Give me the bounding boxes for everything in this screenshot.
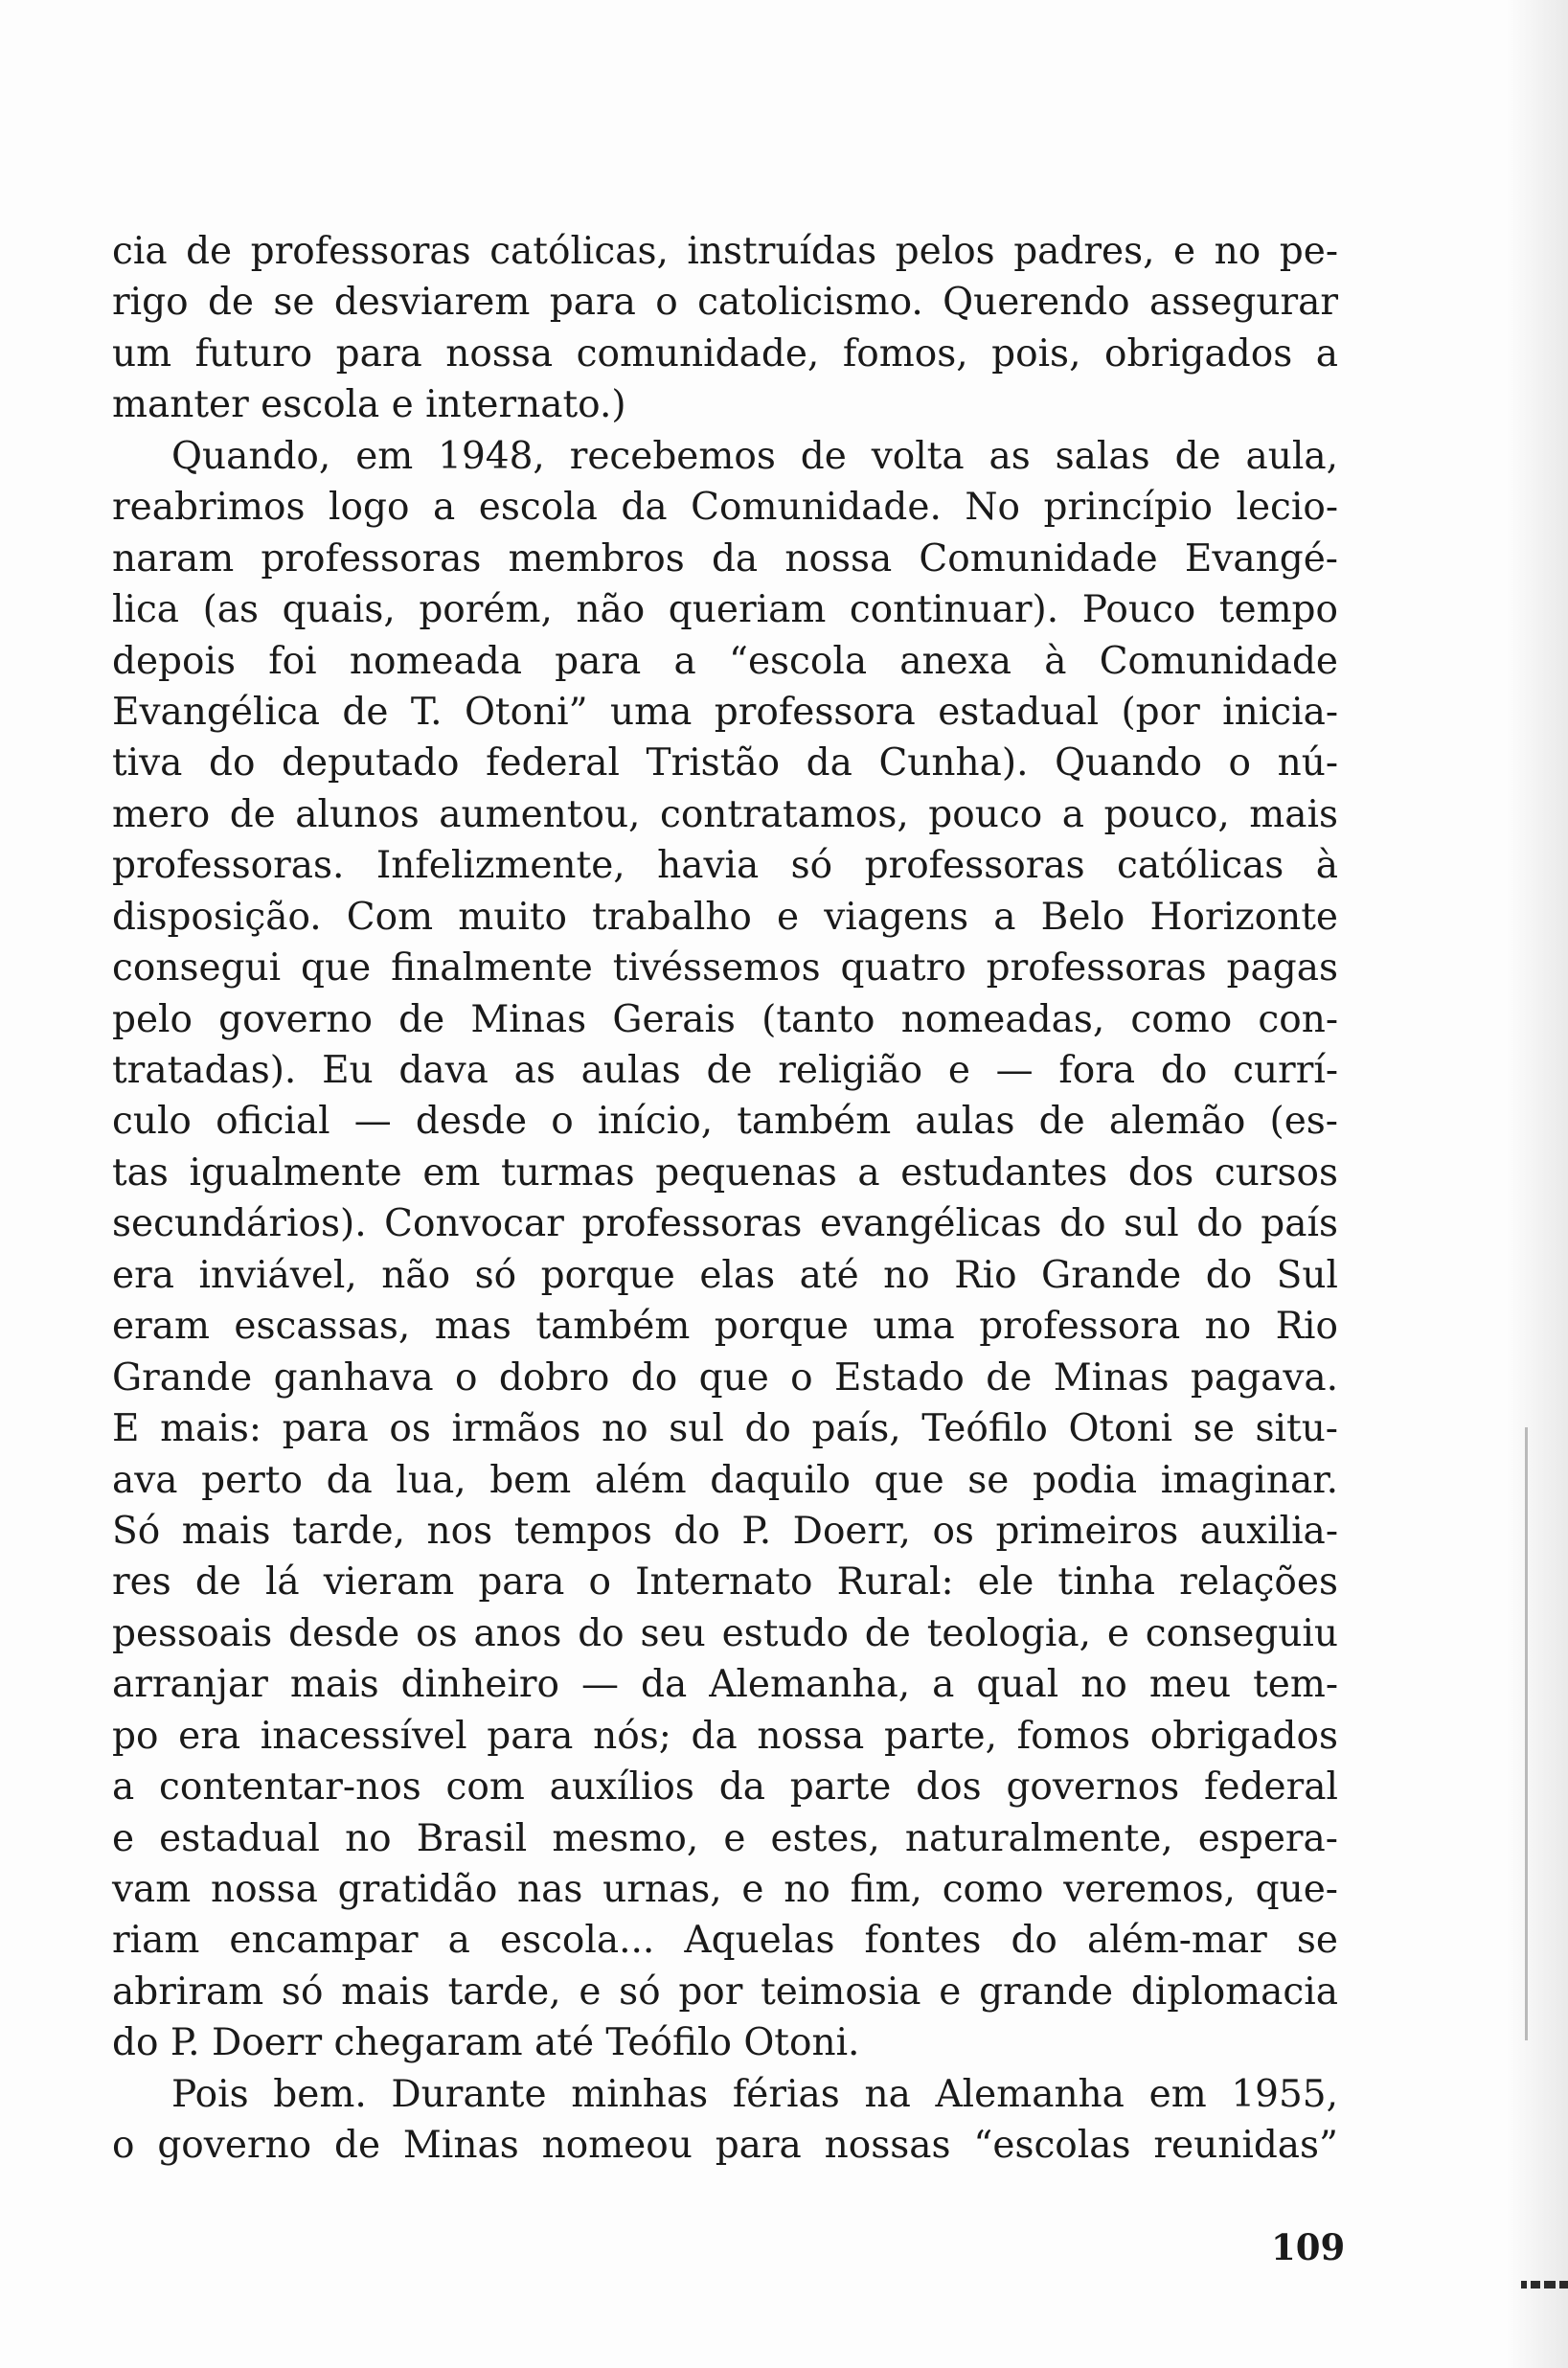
text-line: vam nossa gratidão nas urnas, e no fim, como veremos, que-: [112, 1868, 1338, 1911]
text-line: res de lá vieram para o Internato Rural: ele tinha relações: [112, 1560, 1338, 1605]
text-line: a contentar-nos com auxílios da parte dos governos federal: [112, 1765, 1338, 1810]
text-line: ava perto da lua, bem além daquilo que se podia imaginar.: [112, 1458, 1338, 1502]
scan-edge-mark: [1525, 1427, 1528, 2040]
text-line: disposição. Com muito trabalho e viagens a Belo Horizonte: [112, 895, 1338, 939]
text-line: um futuro para nossa comunidade, fomos, pois, obrigados a: [112, 331, 1338, 376]
text-line: Grande ganhava o dobro do que o Estado de Minas pagava.: [112, 1355, 1338, 1400]
text-line: lica (as quais, porém, não queriam continuar). Pouco tempo: [112, 588, 1338, 632]
text-line: Pois bem. Durante minhas férias na Alemanha em 1955,: [171, 2072, 1338, 2116]
text-line: riam encampar a escola... Aquelas fontes do além-mar se: [112, 1919, 1338, 1963]
text-line: o governo de Minas nomeou para nossas “escolas reunidas”: [112, 2124, 1338, 2168]
scan-corner-marks: [1521, 2281, 1568, 2288]
text-line: e estadual no Brasil mesmo, e estes, naturalmente, espera-: [112, 1816, 1338, 1860]
text-line: pessoais desde os anos do seu estudo de teologia, e conseguiu: [112, 1611, 1338, 1655]
text-line: po era inacessível para nós; da nossa parte, fomos obrigados: [112, 1714, 1338, 1758]
text-line: Evangélica de T. Otoni” uma professora estadual (por inicia-: [112, 690, 1338, 734]
text-line: abriram só mais tarde, e só por teimosia e grande diplomacia: [112, 1970, 1338, 2014]
text-line: tiva do deputado federal Tristão da Cunha). Quando o nú-: [112, 741, 1338, 786]
text-line: rigo de se desviarem para o catolicismo. Querendo assegurar: [112, 281, 1338, 325]
text-line: consegui que finalmente tivéssemos quatro professoras pagas: [112, 946, 1338, 990]
text-line: reabrimos logo a escola da Comunidade. No princípio lecio-: [112, 486, 1338, 530]
text-line: era inviável, não só porque elas até no Rio Grande do Sul: [112, 1253, 1338, 1297]
text-line: eram escassas, mas também porque uma professora no Rio: [112, 1305, 1338, 1349]
text-line: manter escola e internato.): [112, 383, 626, 427]
text-line: depois foi nomeada para a “escola anexa à Comunidade: [112, 639, 1338, 683]
text-line: professoras. Infelizmente, havia só professoras católicas à: [112, 844, 1338, 888]
scan-edge-shadow: [1507, 0, 1568, 2368]
text-line: pelo governo de Minas Gerais (tanto nomeadas, como con-: [112, 997, 1338, 1041]
text-line: arranjar mais dinheiro — da Alemanha, a qual no meu tem-: [112, 1663, 1338, 1707]
text-line: tratadas). Eu dava as aulas de religião e — fora do currí-: [112, 1049, 1338, 1092]
text-line: culo oficial — desde o início, também aulas de alemão (es-: [112, 1100, 1338, 1144]
text-line: cia de professoras católicas, instruídas pelos padres, e no pe-: [112, 230, 1338, 273]
page-number: 109: [1271, 2226, 1346, 2268]
text-line: E mais: para os irmãos no sul do país, Teófilo Otoni se situ-: [112, 1407, 1338, 1451]
text-line: Só mais tarde, nos tempos do P. Doerr, os primeiros auxilia-: [112, 1509, 1338, 1553]
text-line: Quando, em 1948, recebemos de volta as salas de aula,: [171, 434, 1338, 478]
text-line: tas igualmente em turmas pequenas a estudantes dos cursos: [112, 1150, 1338, 1195]
text-line: mero de alunos aumentou, contratamos, pouco a pouco, mais: [112, 792, 1338, 836]
body-text: [112, 226, 1338, 2172]
text-line: do P. Doerr chegaram até Teófilo Otoni.: [112, 2021, 860, 2065]
text-line: naram professoras membros da nossa Comunidade Evangé-: [112, 536, 1338, 581]
text-line: secundários). Convocar professoras evangélicas do sul do país: [112, 1202, 1338, 1246]
